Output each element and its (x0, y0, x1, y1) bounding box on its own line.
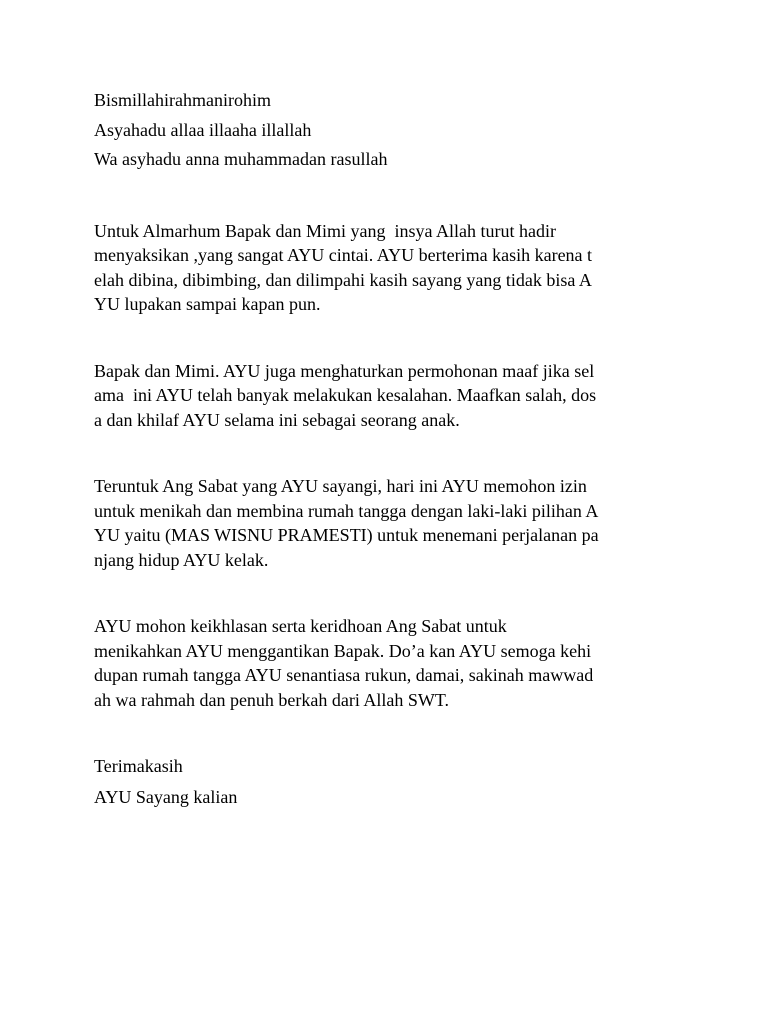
paragraph-line: njang hidup AYU kelak. (94, 549, 269, 570)
paragraph-line: a dan khilaf AYU selama ini sebagai seorang anak. (94, 409, 460, 430)
paragraph-line: menikahkan AYU menggantikan Bapak. Do’a kan AYU semoga kehi (94, 640, 592, 661)
paragraph-line: YU lupakan sampai kapan pun. (94, 294, 321, 314)
closing-block (94, 754, 684, 809)
opening-line-syahadat-2: Wa asyhadu anna muhammadan rasullah (94, 149, 388, 169)
closing-signature: AYU Sayang kalian (94, 786, 238, 807)
document-page (94, 88, 684, 815)
paragraph-line: ama ini AYU telah banyak melakukan kesalahan. Maafkan salah, dos (94, 385, 597, 405)
paragraph-line: Bapak dan Mimi. AYU juga menghaturkan permohonan maaf jika sel (94, 360, 595, 381)
paragraph-line: Untuk Almarhum Bapak dan Mimi yang insya Allah turut hadir (94, 220, 556, 241)
paragraph-line: elah dibina, dibimbing, dan dilimpahi kasih sayang yang tidak bisa A (94, 269, 592, 290)
opening-line-syahadat-1: Asyahadu allaa illaaha illallah (94, 119, 312, 140)
paragraph-line: Teruntuk Ang Sabat yang AYU sayangi, hari ini AYU memohon izin (94, 476, 587, 496)
paragraph-line: YU yaitu (MAS WISNU PRAMESTI) untuk menemani perjalanan pa (94, 525, 599, 545)
paragraph-4 (94, 614, 684, 712)
paragraph-1 (94, 219, 684, 317)
closing-thanks: Terimakasih (94, 756, 183, 776)
paragraph-line: ah wa rahmah dan penuh berkah dari Allah SWT. (94, 689, 450, 710)
paragraph-3 (94, 474, 684, 572)
paragraph-2 (94, 359, 684, 433)
paragraph-line: menyaksikan ,yang sangat AYU cintai. AYU berterima kasih karena t (94, 245, 593, 265)
opening-line-bismillah: Bismillahirahmanirohim (94, 90, 271, 110)
paragraph-line: dupan rumah tangga AYU senantiasa rukun, damai, sakinah mawwad (94, 665, 594, 685)
opening-block (94, 88, 684, 172)
paragraph-line: untuk menikah dan membina rumah tangga dengan laki-laki pilihan A (94, 500, 599, 521)
paragraph-line: AYU mohon keikhlasan serta keridhoan Ang Sabat untuk (94, 616, 507, 636)
